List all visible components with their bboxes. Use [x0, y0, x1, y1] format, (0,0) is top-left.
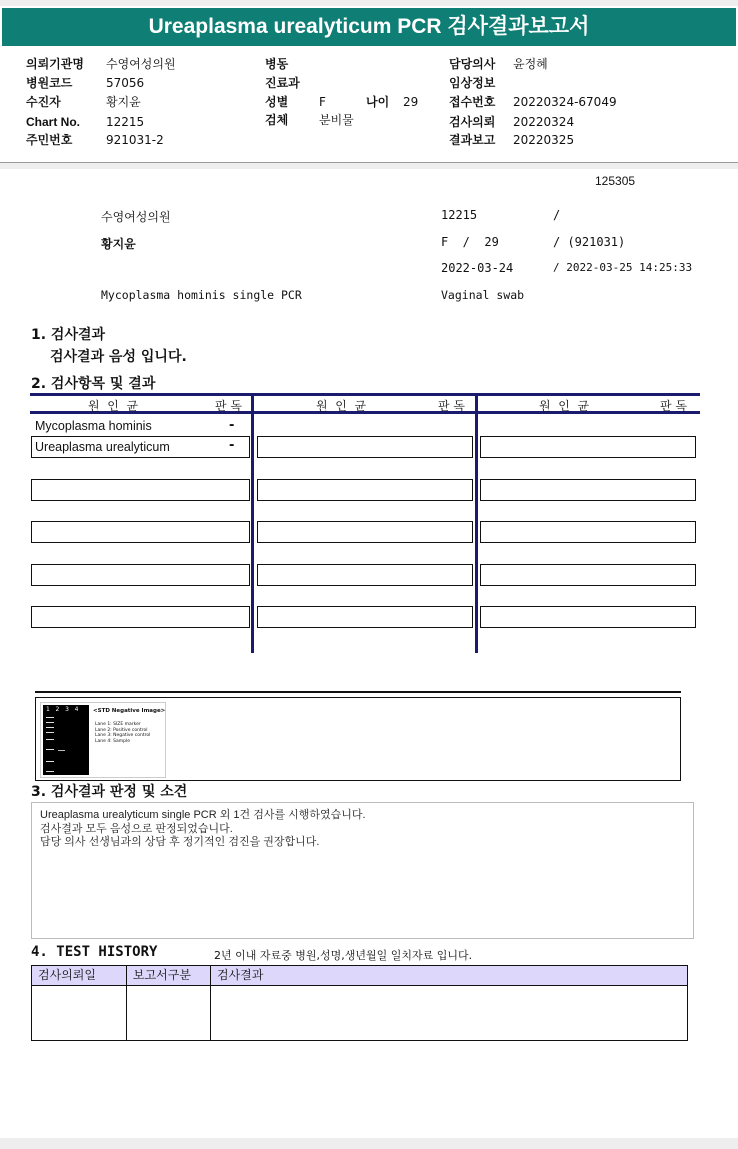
patient-label: 수진자 [26, 95, 61, 109]
history-cell [127, 986, 211, 1041]
receipt-no-value: 20220324-67049 [513, 95, 617, 109]
doctor-label: 담당의사 [449, 57, 496, 71]
empty-row-2-cell-2 [257, 521, 473, 543]
hospital-value: 수영여성의원 [106, 57, 176, 71]
results-col-divider-2 [475, 393, 478, 653]
label-specimen: Vaginal swab [441, 288, 525, 302]
specimen-label: 검체 [265, 113, 289, 127]
label-chart-slash: / [553, 208, 561, 222]
empty-row-1-cell-2 [257, 479, 473, 501]
label-clinic: 수영여성의원 [101, 210, 171, 224]
history-empty-row [32, 986, 688, 1041]
col-header-judgement-3: 판 독 [660, 399, 687, 413]
gel-caption-line: Lane 2: Positive control [95, 727, 148, 733]
opinion-line: 담당 의사 선생님과의 상담 후 정기적인 검진을 권장합니다. [40, 836, 320, 848]
specimen-value: 분비물 [319, 113, 354, 127]
doctor-value: 윤정혜 [513, 57, 548, 71]
marker-band [46, 722, 54, 723]
marker-band [46, 749, 54, 750]
gel-image-thumbnail [40, 702, 166, 778]
opinion-box [31, 802, 694, 939]
hospital-label: 의뢰기관명 [26, 57, 84, 71]
gel-lane-numbers: 1 2 3 4 [46, 706, 79, 713]
sex-label: 성별 [265, 95, 289, 109]
empty-row-4-cell-1 [31, 606, 250, 628]
label-request-date: 2022-03-24 [441, 261, 514, 275]
gel-photo [43, 705, 89, 775]
empty-row-1-cell-3 [480, 479, 696, 501]
resident-no-label: 주민번호 [26, 133, 73, 147]
empty-row-4-cell-3 [480, 606, 696, 628]
header-bottom-strip [0, 163, 738, 169]
hospital-code-value: 57056 [106, 76, 145, 90]
empty-row-1-cell-1 [31, 479, 250, 501]
result-row-1-name: Mycoplasma hominis [35, 419, 152, 433]
marker-band [46, 732, 54, 733]
empty-row-3-cell-1 [31, 564, 250, 586]
marker-band [46, 771, 54, 772]
section4-heading: 4. TEST HISTORY [31, 944, 158, 960]
empty-row-2-cell-3 [480, 521, 696, 543]
marker-band [46, 761, 54, 762]
col-header-organism-1: 원 인 균 [88, 399, 139, 413]
empty-row-2-cell-1 [31, 521, 250, 543]
patient-value: 황지윤 [106, 95, 141, 109]
ward-label: 병동 [265, 57, 289, 71]
age-value: 29 [403, 95, 419, 109]
empty-row-3-cell-3 [480, 564, 696, 586]
section2-heading: 2. 검사항목 및 결과 [31, 376, 156, 392]
label-code: 125305 [595, 174, 636, 188]
result-row-2-cell-2 [257, 436, 473, 458]
section3-heading: 3. 검사결과 판정 및 소견 [31, 784, 188, 800]
col-header-organism-2: 원 인 균 [316, 399, 367, 413]
marker-band [46, 739, 54, 740]
gel-caption-title: <STD Negative Image> [93, 708, 166, 714]
gel-caption-lines [95, 722, 150, 744]
result-row-1-value: - [229, 418, 235, 433]
label-id-suffix: / (921031) [553, 235, 626, 249]
result-row-2-cell-3 [480, 436, 696, 458]
section1-heading: 1. 검사결과 [31, 327, 106, 343]
request-date-label: 검사의뢰 [449, 115, 496, 129]
footer-strip [0, 1138, 738, 1149]
results-col-divider-1 [251, 393, 254, 653]
label-chart: 12215 [441, 208, 478, 222]
resident-no-value: 921031-2 [106, 133, 164, 147]
positive-control-band [58, 750, 65, 751]
label-report-datetime: / 2022-03-25 14:25:33 [553, 261, 693, 274]
opinion-line: Ureaplasma urealyticum single PCR 외 1건 검사를 시행하였습니다. [40, 809, 366, 821]
result-row-2-name: Ureaplasma urealyticum [35, 440, 170, 454]
history-cell [32, 986, 127, 1041]
col-header-judgement-2: 판 독 [438, 399, 465, 413]
report-date-value: 20220325 [513, 133, 575, 147]
sex-value: F [319, 95, 326, 109]
top-strip [0, 0, 738, 6]
gel-caption-line: Lane 4: Sample [95, 738, 130, 744]
col-header-organism-3: 원 인 균 [539, 399, 590, 413]
section4-note: 2년 이내 자료중 병원,성명,생년월일 일치자료 입니다. [214, 949, 473, 962]
report-title: Ureaplasma urealyticum PCR 검사결과보고서 [2, 8, 736, 46]
empty-row-3-cell-2 [257, 564, 473, 586]
history-col-report-type: 보고서구분 [127, 966, 211, 986]
section1-result: 검사결과 음성 입니다. [50, 349, 187, 365]
request-date-value: 20220324 [513, 115, 575, 129]
result-row-2-value: - [229, 438, 235, 453]
age-label: 나이 [366, 95, 390, 109]
gel-caption-line: Lane 3: Negative control [95, 733, 151, 738]
label-patient: 황지윤 [101, 237, 136, 251]
image-top-rule [35, 691, 681, 693]
history-header-row [32, 966, 688, 986]
results-table-top-rule [30, 393, 700, 396]
hospital-code-label: 병원코드 [26, 76, 73, 90]
marker-band [46, 727, 54, 728]
marker-band [46, 717, 54, 718]
empty-row-4-cell-2 [257, 606, 473, 628]
history-cell [211, 986, 688, 1041]
clinical-info-label: 임상정보 [449, 76, 496, 90]
opinion-line: 검사결과 모두 음성으로 판정되었습니다. [40, 822, 233, 835]
history-col-request-date: 검사의뢰일 [32, 966, 127, 986]
history-col-result: 검사결과 [211, 966, 688, 986]
gel-caption-line: Lane 1: SIZE marker [95, 722, 141, 727]
chart-no-value: 12215 [106, 115, 145, 129]
chart-no-label: Chart No. [26, 115, 80, 129]
dept-label: 진료과 [265, 76, 300, 90]
receipt-no-label: 접수번호 [449, 95, 496, 109]
label-sex-age: F / 29 [441, 235, 499, 249]
report-date-label: 결과보고 [449, 133, 496, 147]
col-header-judgement-1: 판 독 [215, 399, 242, 413]
label-test-name: Mycoplasma hominis single PCR [101, 288, 302, 302]
history-table [31, 965, 688, 1041]
